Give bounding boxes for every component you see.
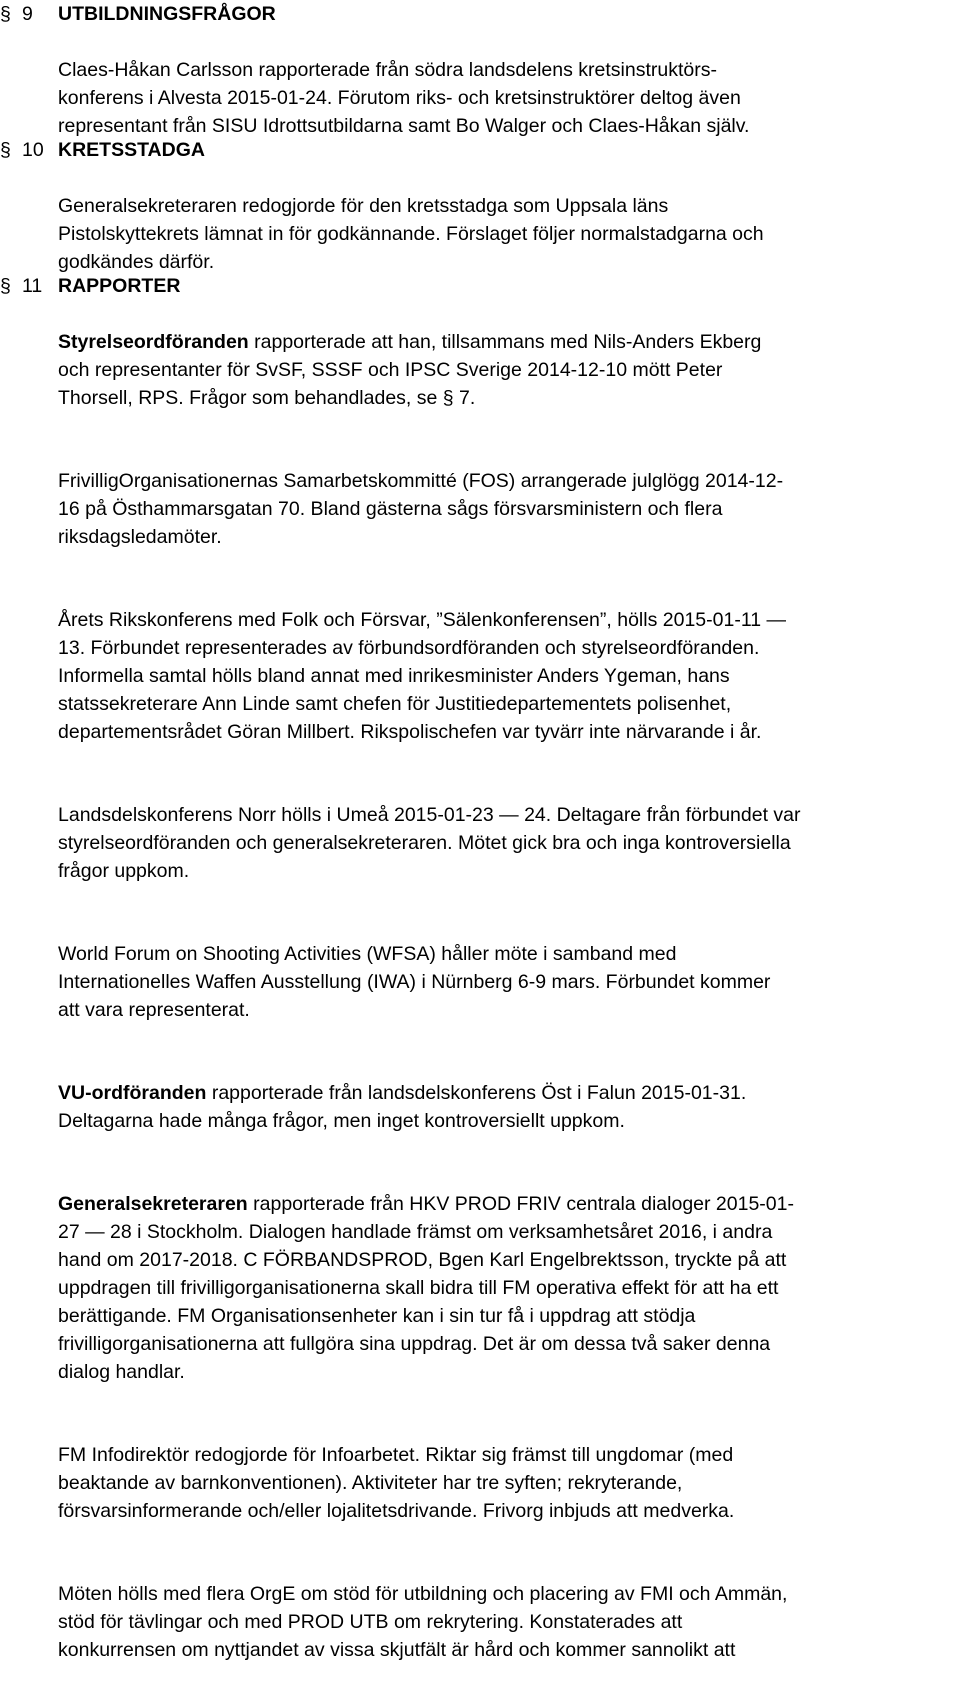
paragraph-text: rapporterade att han, tillsammans med Nils-Anders Ekberg och representanter för SvSF, SSSF och IPSC Sverige 2014-12-10 mött Peter Thorsell, RPS. Frågor som behandlades, se § 7. — [58, 331, 762, 409]
paragraph-text: FM Infodirektör redogjorde för Infoarbetet. Riktar sig främst till ungdomar (med beaktande av barnkonventionen). Aktiviteter har tre syften; rekryterande, försvarsinformerande och/eller lojalitetsdrivande. Frivorg inbjuds att medverka. — [58, 1444, 735, 1522]
section-heading — [0, 272, 960, 300]
paragraph-text: rapporterade från HKV PROD FRIV centrala dialoger 2015-01- 27 — 28 i Stockholm. Dialogen handlade främst om verksamhetsåret 2016, i andra hand om 2017-2018. C FÖRBANDSPROD, Bgen Karl Engelbrektsson, tryckte på att uppdragen till frivilligorganisationerna skall bidra till FM operativa effekt för att ha ett berättigande. FM Organisationsenheter kan i sin tur få i uppdrag att stödja frivilligorganisationerna att fullgöra sina uppdrag. Det är om dessa två saker denna dialog handlar. — [58, 1193, 794, 1383]
paragraph-text: rapporterade från landsdelskonferens Öst i Falun 2015-01-31. Deltagarna hade många frågor, men inget kontroversiellt uppkom. — [58, 1082, 747, 1132]
section-number: 9 — [22, 3, 33, 25]
section-title: RAPPORTER — [58, 275, 181, 297]
section-mark: § — [0, 139, 11, 161]
paragraph-lead: VU-ordföranden — [58, 1082, 207, 1104]
section-mark: § — [0, 275, 11, 297]
section-mark: § — [0, 3, 11, 25]
section-11 — [0, 272, 960, 1692]
section-body — [58, 300, 958, 1692]
paragraph-text: Möten hölls med flera OrgE om stöd för utbildning och placering av FMI och Ammän, stöd för tävlingar och med PROD UTB om rekrytering. Konstaterades att konkurrensen om nyttjandet av vissa skjutfält är hård och kommer sannolikt att — [58, 1583, 788, 1661]
paragraph — [58, 56, 958, 140]
section-heading — [0, 0, 960, 28]
paragraph-text: Generalsekreteraren redogjorde för den kretsstadga som Uppsala läns Pistolskyttekrets lämnat in för godkännande. Förslaget följer normalstadgarna och godkändes därför. — [58, 195, 764, 273]
paragraph — [58, 801, 958, 885]
paragraph — [58, 606, 958, 746]
paragraph-lead: Styrelseordföranden — [58, 331, 249, 353]
paragraph — [58, 1190, 958, 1386]
paragraph-text: Landsdelskonferens Norr hölls i Umeå 2015-01-23 — 24. Deltagare från förbundet var styrelseordföranden och generalsekreteraren. Mötet gick bra och inga kontroversiella frågor uppkom. — [58, 804, 801, 882]
paragraph-text: World Forum on Shooting Activities (WFSA) håller möte i samband med Internationelles Waffen Ausstellung (IWA) i Nürnberg 6-9 mars. Förbundet kommer att vara representerat. — [58, 943, 771, 1021]
section-number: 11 — [22, 275, 43, 297]
paragraph — [58, 1441, 958, 1525]
paragraph — [58, 467, 958, 551]
paragraph-text: FrivilligOrganisationernas Samarbetskommitté (FOS) arrangerade julglögg 2014-12- 16 på Östhammarsgatan 70. Bland gästerna sågs försvarsministern och flera riksdagsledamöter. — [58, 470, 784, 548]
paragraph — [58, 328, 958, 412]
paragraph — [58, 940, 958, 1024]
section-heading — [0, 136, 960, 164]
paragraph — [58, 1079, 958, 1135]
section-number: 10 — [22, 139, 44, 161]
section-title: KRETSSTADGA — [58, 139, 205, 161]
paragraph-text: Claes-Håkan Carlsson rapporterade från södra landsdelens kretsinstruktörs- konferens i Alvesta 2015-01-24. Förutom riks- och kretsinstruktörer deltog även representant från SISU Idrottsutbildarna samt Bo Walger och Claes-Håkan själv. — [58, 59, 750, 137]
paragraph-text: Årets Rikskonferens med Folk och Försvar, ”Sälenkonferensen”, hölls 2015-01-11 — 13. Förbundet representerades av förbundsordföranden och styrelseordföranden. Informella samtal hölls bland annat med inrikesminister Anders Ygeman, hans statssekreterare Ann Linde samt chefen för Justitiedepartementets polisenhet, departementsrådet Göran Millbert. Rikspolischefen var tyvärr inte närvarande i år. — [58, 609, 786, 743]
section-title: UTBILDNINGSFRÅGOR — [58, 3, 276, 25]
paragraph — [58, 192, 958, 276]
paragraph — [58, 1580, 958, 1664]
paragraph-lead: Generalsekreteraren — [58, 1193, 248, 1215]
